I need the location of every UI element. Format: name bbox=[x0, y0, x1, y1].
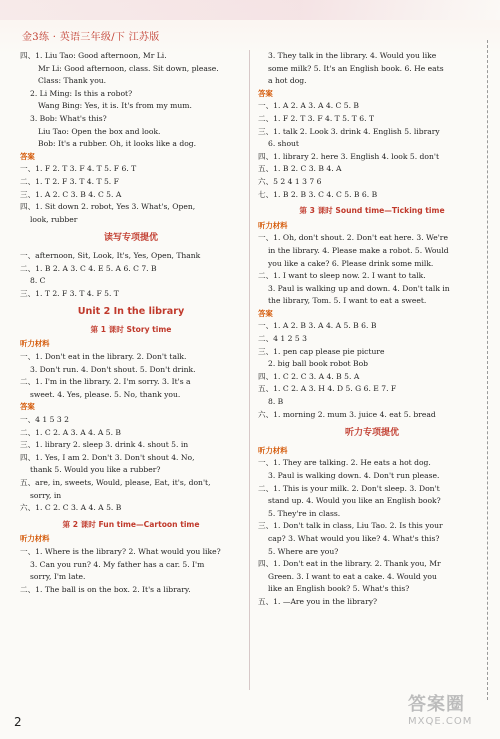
answer-line: 六、5 2 4 1 3 7 6 bbox=[258, 176, 322, 186]
answer-line: 二、1. I'm in the library. 2. I'm sorry. 3. It's a bbox=[20, 377, 191, 387]
answer-line: like an English book? 5. What's this? bbox=[268, 584, 410, 594]
answer-line: Wang Bing: Yes, it is. It's from my mum. bbox=[38, 101, 192, 111]
lesson-title: 第 2 课时 Fun time—Cartoon time bbox=[62, 519, 200, 529]
answer-line: 一、1. F 2. T 3. F 4. T 5. F 6. T bbox=[20, 164, 137, 174]
book-brand: 金3练 · 英语三年级/下 江苏版 bbox=[22, 32, 160, 43]
section-title: Unit 2 In the library bbox=[77, 306, 185, 318]
answer-line: cap? 3. What would you like? 4. What's this? bbox=[268, 533, 440, 543]
answer-line: some milk? 5. It's an English book. 6. He eats bbox=[268, 63, 444, 73]
header-band bbox=[0, 0, 500, 20]
answer-line: 2. big ball book robot Bob bbox=[268, 359, 369, 369]
section-label: 答案 bbox=[258, 308, 273, 318]
answer-line: 一、1. Where is the library? 2. What would you like? bbox=[20, 546, 221, 556]
answer-line: 5. Where are you? bbox=[268, 546, 339, 556]
answer-line: 五、1. —Are you in the library? bbox=[258, 596, 378, 606]
answer-line: 3. Paul is walking down. 4. Don't run please. bbox=[268, 471, 440, 480]
section-label: 听力材料 bbox=[20, 339, 50, 349]
section-label: 听力材料 bbox=[258, 220, 288, 230]
answer-line: sorry, I'm late. bbox=[30, 572, 86, 582]
answer-line: sweet. 4. Yes, please. 5. No, thank you. bbox=[30, 389, 181, 399]
answer-line: the library, Tom. 5. I want to eat a sweet. bbox=[268, 296, 427, 306]
answer-line: 四、1. C 2. C 3. A 4. B 5. A bbox=[258, 371, 360, 381]
answer-line: 二、4 1 2 5 3 bbox=[258, 334, 307, 344]
answer-line: 三、1. talk 2. Look 3. drink 4. English 5. library bbox=[258, 126, 440, 136]
answer-line: 5. They're in class. bbox=[268, 508, 341, 518]
section-label: 答案 bbox=[20, 402, 35, 412]
column-divider bbox=[249, 50, 250, 690]
answer-line: 一、1. A 2. B 3. A 4. A 5. B 6. B bbox=[258, 321, 377, 331]
answer-line: 六、1. morning 2. mum 3. juice 4. eat 5. bread bbox=[258, 409, 436, 419]
section-title: 读写专项提优 bbox=[103, 233, 158, 244]
answer-line: 一、4 1 5 3 2 bbox=[20, 415, 69, 425]
answer-line: 三、1. library 2. sleep 3. drink 4. shout 5. in bbox=[20, 440, 189, 450]
answer-line: 四、1. Liu Tao: Good afternoon, Mr Li. bbox=[20, 51, 167, 60]
right-column bbox=[258, 50, 486, 609]
page-edge-tabs bbox=[487, 40, 500, 700]
answer-line: 3. Don't run. 4. Don't shout. 5. Don't drink. bbox=[30, 364, 196, 374]
answer-line: 四、1. library 2. here 3. English 4. look 5. don't bbox=[258, 151, 440, 161]
section-label: 听力材料 bbox=[258, 445, 288, 455]
answer-line: Liu Tao: Open the box and look. bbox=[38, 126, 161, 136]
answer-line: 一、1. Don't eat in the library. 2. Don't talk. bbox=[20, 352, 187, 362]
answer-line: 一、1. Oh, don't shout. 2. Don't eat here. 3. We're bbox=[258, 233, 448, 243]
answer-line: 三、1. A 2. C 3. B 4. C 5. A bbox=[20, 189, 122, 199]
answer-line: 8. C bbox=[30, 276, 46, 286]
answer-line: 二、1. This is your milk. 2. Don't sleep. 3. Don't bbox=[258, 483, 440, 493]
answer-line: Mr Li: Good afternoon, class. Sit down, please. bbox=[38, 63, 219, 73]
answer-line: 七、1. B 2. B 3. C 4. C 5. B 6. B bbox=[258, 189, 378, 199]
answer-line: 三、1. pen cap please pie picture bbox=[258, 346, 385, 356]
lesson-title: 第 1 课时 Story time bbox=[90, 324, 172, 334]
answer-line: 三、1. Don't talk in class, Liu Tao. 2. Is this your bbox=[258, 521, 443, 531]
answer-line: 二、1. B 2. A 3. C 4. E 5. A 6. C 7. B bbox=[20, 263, 157, 273]
answer-line: 三、1. T 2. F 3. T 4. F 5. T bbox=[20, 288, 119, 298]
answer-line: 一、1. A 2. A 3. A 4. C 5. B bbox=[258, 101, 359, 111]
answer-line: a hot dog. bbox=[268, 76, 307, 86]
answer-line: 一、1. They are talking. 2. He eats a hot dog. bbox=[258, 458, 431, 468]
answer-line: 五、1. B 2. C 3. B 4. A bbox=[258, 164, 342, 174]
answer-line: 3. Paul is walking up and down. 4. Don't talk in bbox=[268, 283, 450, 293]
answer-line: 8. B bbox=[268, 397, 284, 407]
page-number: 2 bbox=[14, 715, 22, 729]
answer-line: sorry, in bbox=[30, 490, 62, 500]
answer-line: 五、are, in, sweets, Would, please, Eat, it's, don't, bbox=[20, 478, 211, 487]
answer-line: 二、1. I want to sleep now. 2. I want to talk. bbox=[258, 271, 426, 281]
answer-line: stand up. 4. Would you like an English book? bbox=[268, 496, 441, 506]
section-label: 答案 bbox=[20, 151, 35, 161]
answer-line: in the library. 4. Please make a robot. 5. Would bbox=[268, 245, 449, 255]
answer-line: Class: Thank you. bbox=[38, 76, 107, 86]
watermark-logo bbox=[408, 690, 494, 734]
answer-line: 四、1. Yes, I am 2. Don't 3. Don't shout 4. No, bbox=[20, 452, 195, 462]
answer-line: 一、afternoon, Sit, Look, It's, Yes, Open, Thank bbox=[20, 250, 201, 260]
answer-line: 二、1. The ball is on the box. 2. It's a library. bbox=[20, 584, 191, 594]
answer-line: 二、1. C 2. A 3. A 4. A 5. B bbox=[20, 427, 121, 437]
section-title: 听力专项提优 bbox=[344, 428, 399, 439]
answer-line: 6. shout bbox=[268, 139, 299, 149]
answer-line: 3. Can you run? 4. My father has a car. 5. I'm bbox=[30, 559, 205, 569]
answer-line: look, rubber bbox=[30, 214, 78, 224]
answer-line: Bob: It's a rubber. Oh, it looks like a dog. bbox=[38, 139, 197, 149]
watermark-line2: MXQE.COM bbox=[408, 716, 473, 727]
answer-line: you like a cake? 6. Please drink some milk. bbox=[268, 258, 434, 268]
answer-line: 3. They talk in the library. 4. Would you like bbox=[268, 51, 437, 60]
answer-line: 六、1. C 2. C 3. A 4. A 5. B bbox=[20, 503, 122, 513]
section-label: 答案 bbox=[258, 88, 273, 98]
answer-line: 二、1. F 2. T 3. F 4. T 5. T 6. T bbox=[258, 113, 375, 123]
answer-line: 二、1. T 2. F 3. T 4. T 5. F bbox=[20, 176, 119, 186]
left-column bbox=[20, 50, 242, 596]
answer-line: 四、1. Don't eat in the library. 2. Thank you, Mr bbox=[258, 559, 441, 569]
answer-line: 五、1. C 2. A 3. H 4. D 5. G 6. E 7. F bbox=[258, 384, 397, 394]
page-header bbox=[0, 0, 500, 54]
answer-line: 2. Li Ming: Is this a robot? bbox=[30, 88, 133, 98]
watermark-line1: 答案圈 bbox=[408, 694, 465, 715]
section-label: 听力材料 bbox=[20, 534, 50, 544]
answer-line: 3. Bob: What's this? bbox=[30, 113, 107, 123]
answer-line: thank 5. Would you like a rubber? bbox=[30, 465, 161, 475]
answer-line: Green. 3. I want to eat a cake. 4. Would you bbox=[268, 571, 437, 581]
answer-line: 四、1. Sit down 2. robot, Yes 3. What's, Open, bbox=[20, 202, 196, 212]
lesson-title: 第 3 课时 Sound time—Ticking time bbox=[299, 206, 445, 216]
